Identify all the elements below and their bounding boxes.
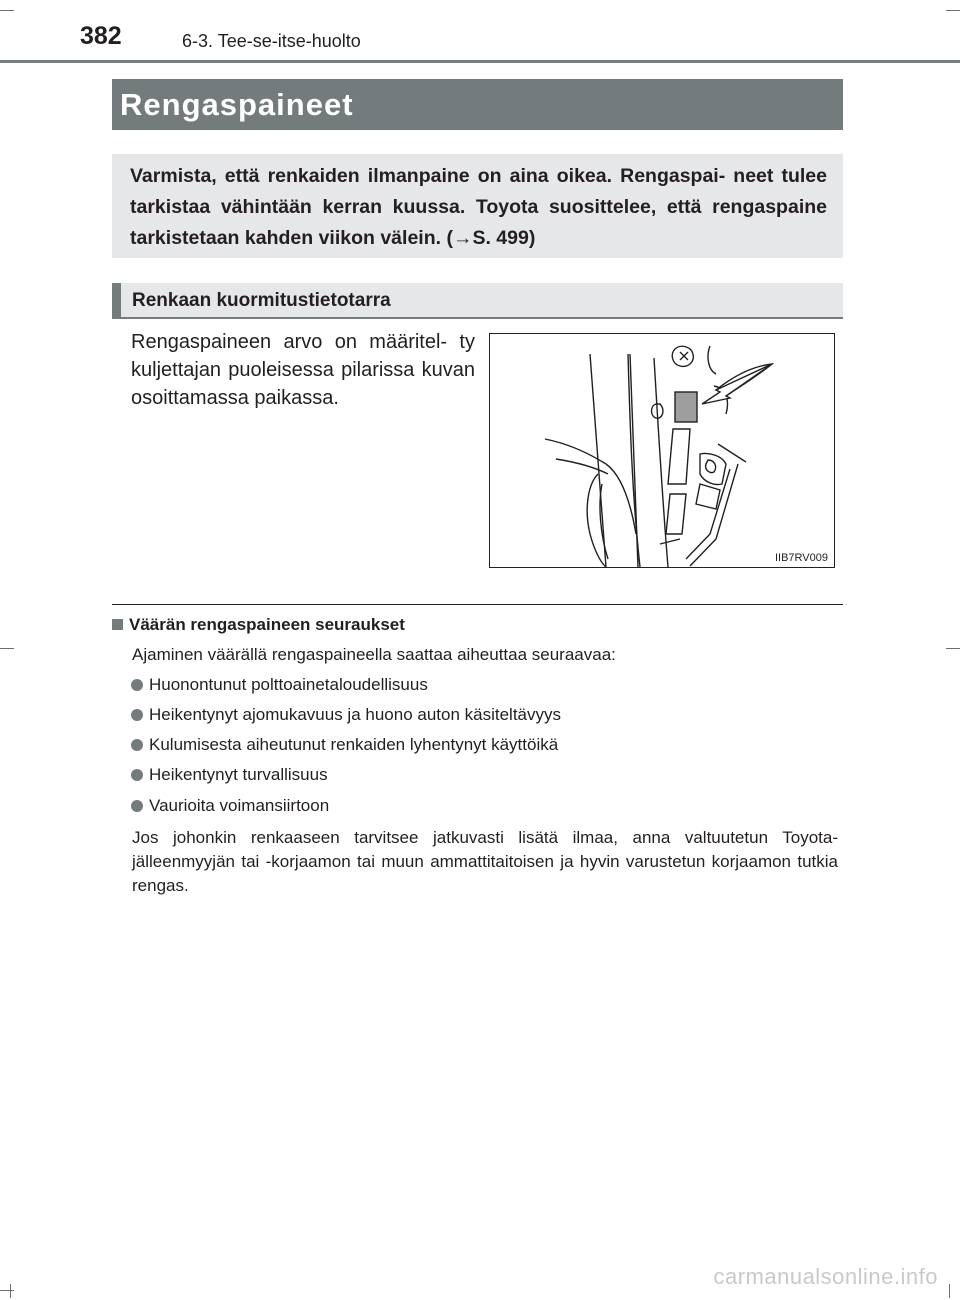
- bullet-item: [131, 735, 558, 755]
- bullet-dot-icon: [131, 739, 143, 751]
- bullet-text: Huonontunut polttoainetaloudellisuus: [149, 675, 428, 694]
- bullet-dot-icon: [131, 769, 143, 781]
- title-bar: [112, 79, 843, 130]
- crop-mark: [10, 1284, 11, 1298]
- heading-accent: [112, 283, 121, 319]
- tire-label-illustration: [489, 333, 835, 568]
- section-heading-bar: [112, 283, 843, 319]
- crop-mark: [946, 10, 960, 11]
- square-bullet-icon: [112, 619, 123, 630]
- bullet-dot-icon: [131, 709, 143, 721]
- page-title: Rengaspaineet: [120, 87, 354, 122]
- header-rule: [0, 60, 960, 63]
- chapter-reference: 6-3. Tee-se-itse-huolto: [182, 31, 361, 51]
- crop-mark: [0, 648, 14, 649]
- bullet-text: Vaurioita voimansiirtoon: [149, 796, 330, 815]
- consequences-heading: [112, 615, 405, 635]
- bullet-item: [131, 705, 561, 725]
- figure-code: IIB7RV009: [774, 552, 828, 564]
- consequences-lead: Ajaminen väärällä rengaspaineella saattaa aiheuttaa seuraavaa:: [132, 645, 616, 664]
- crop-mark: [0, 1290, 14, 1291]
- door-pillar-drawing: [490, 334, 834, 567]
- page-number: 382: [80, 22, 122, 50]
- bullet-item: [131, 675, 428, 695]
- bullet-item: [131, 796, 329, 816]
- crop-mark: [949, 1284, 950, 1298]
- bullet-dot-icon: [131, 800, 143, 812]
- bullet-text: Heikentynyt ajomukavuus ja huono auton käsiteltävyys: [149, 705, 562, 724]
- consequences-heading-text: Väärän rengaspaineen seuraukset: [129, 615, 405, 634]
- bullet-text: Kulumisesta aiheutunut renkaiden lyhentynyt käyttöikä: [149, 735, 559, 754]
- bullet-text: Heikentynyt turvallisuus: [149, 765, 328, 784]
- intro-text: Varmista, että renkaiden ilmanpaine on aina oikea. Rengaspai- neet tulee tarkistaa vähintään kerran kuussa. Toyota suosittelee, että rengaspaine tarkistetaan kahden viikon välein. (→S. 499): [130, 165, 827, 249]
- closing-paragraph: Jos johonkin renkaaseen tarvitsee jatkuvasti lisätä ilmaa, anna valtuutetun Toyota-jälleenmyyjän tai -korjaamon tai muun ammattitaitoisen ja hyvin varustetun korjaamon tutkia rengas.: [132, 828, 838, 895]
- section-divider: [112, 604, 843, 605]
- crop-mark: [946, 648, 960, 649]
- bullet-item: [131, 765, 328, 785]
- bullet-dot-icon: [131, 679, 143, 691]
- watermark: carmanualsonline.info: [713, 1264, 938, 1289]
- label-location-text: Rengaspaineen arvo on määritel- ty kuljettajan puoleisessa pilarissa kuvan osoittamassa paikassa.: [131, 331, 475, 409]
- section-heading: Renkaan kuormitustietotarra: [132, 290, 391, 311]
- intro-box: [112, 154, 843, 258]
- crop-mark: [0, 10, 14, 11]
